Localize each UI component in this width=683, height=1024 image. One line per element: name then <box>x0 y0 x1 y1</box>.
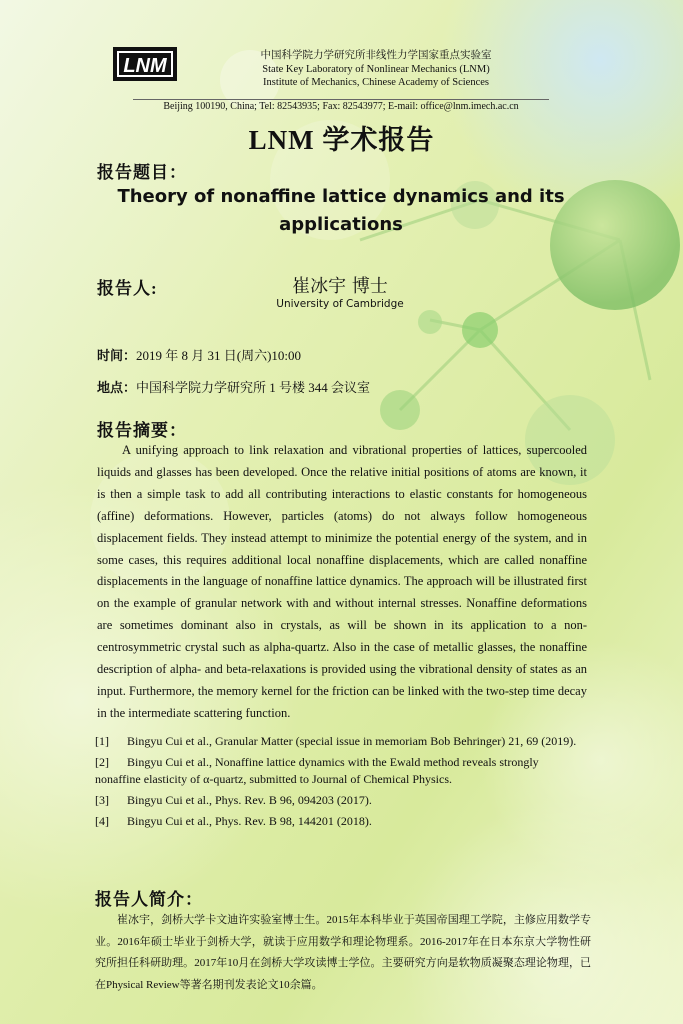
institution-block <box>186 49 566 90</box>
contact-info: Beijing 100190, China; Tel: 82543935; Fax: 82543977; E-mail: office@lnm.imech.ac.cn <box>163 101 519 112</box>
time-label: 时间： <box>97 348 137 363</box>
reference-text: Bingyu Cui et al., Nonaffine lattice dynamics with the Ewald method reveals strongly nonaffine elasticity of α-quartz, submitted to Journal of Chemical Physics. <box>95 755 539 786</box>
speaker-label: 报告人: <box>97 279 158 298</box>
bio-label: 报告人简介： <box>95 890 203 909</box>
speaker-affiliation: University of Cambridge <box>276 298 404 310</box>
location-row <box>97 377 370 396</box>
location-value: 中国科学院力学研究所 1 号楼 344 会议室 <box>136 380 371 395</box>
reference-text: Bingyu Cui et al., Granular Matter (special issue in memoriam Bob Behringer) 21, 69 (2019). <box>127 734 577 748</box>
time-value: 2019 年 8 月 31 日(周六)10:00 <box>136 348 302 363</box>
reference-text: Bingyu Cui et al., Phys. Rev. B 98, 144201 (2018). <box>127 814 372 828</box>
reference-item <box>95 792 585 809</box>
reference-number: [2] <box>95 755 109 769</box>
reference-item <box>95 733 585 750</box>
reference-text: Bingyu Cui et al., Phys. Rev. B 96, 094203 (2017). <box>127 793 372 807</box>
talk-title-line2: applications <box>279 214 403 235</box>
talk-title-line1: Theory of nonaffine lattice dynamics and its <box>117 186 565 207</box>
header-divider <box>133 99 549 100</box>
topic-label: 报告题目： <box>97 163 187 182</box>
page-title: LNM 学术报告 <box>248 125 435 155</box>
institution-name-en: Institute of Mechanics, Chinese Academy of Sciences <box>263 77 489 88</box>
reference-number: [1] <box>95 734 109 748</box>
institution-lab-en: State Key Laboratory of Nonlinear Mechanics (LNM) <box>262 63 490 75</box>
lnm-logo <box>113 47 177 81</box>
reference-number: [3] <box>95 793 109 807</box>
location-label: 地点： <box>97 380 137 395</box>
talk-title <box>110 183 572 239</box>
abstract-text: A unifying approach to link relaxation and vibrational properties of lattices, supercooled liquids and glasses has been developed. Once the relative initial positions of atoms are known, it is then a simple task to add all contributing interactions to elastic constants for homogeneous (affine) deformations. However, particles (atoms) do not always follow homogeneous displacement fields. They instead attempt to minimize the potential energy of the system, and in some cases, this requires additional local nonaffine displacements, which are called nonaffine displacements in the language of nonaffine lattice dynamics. The approach will be illustrated first on the example of granular network with and without internal stresses. Nonaffine deformations are sometimes dominant also in crystals, as will be shown in its application to a non-centrosymmetric crystal such as alpha-quartz. Also in the case of metallic glasses, the nonaffine description of alpha- and beta-relaxations is provided using the vibrational density of states as an input. Furthermore, the memory kernel for the friction can be linked with the two-step time decay in the intermediate scattering function. <box>97 443 587 720</box>
reference-number: [4] <box>95 814 109 828</box>
institution-name-cn: 中国科学院力学研究所非线性力学国家重点实验室 <box>260 50 492 61</box>
reference-item <box>95 754 585 788</box>
reference-list <box>95 733 585 834</box>
abstract-label: 报告摘要： <box>97 421 187 440</box>
reference-item <box>95 813 585 830</box>
bio-text: 崔冰宇，剑桥大学卡文迪许实验室博士生。2015年本科毕业于英国帝国理工学院，主修应用数学专业。2016年硕士毕业于剑桥大学，就读于应用数学和理论物理系。2016-2017年在日本东京大学物性研究所担任科研助理。2017年10月在剑桥大学攻读博士学位。主要研究方向是软物质凝聚态理论物理，已在Physical Review等著名期刊发表论文10余篇。 <box>95 914 591 991</box>
time-row <box>97 345 301 364</box>
speaker-name: 崔冰宇 博士 <box>292 276 388 297</box>
logo-text: LNM <box>123 55 167 77</box>
